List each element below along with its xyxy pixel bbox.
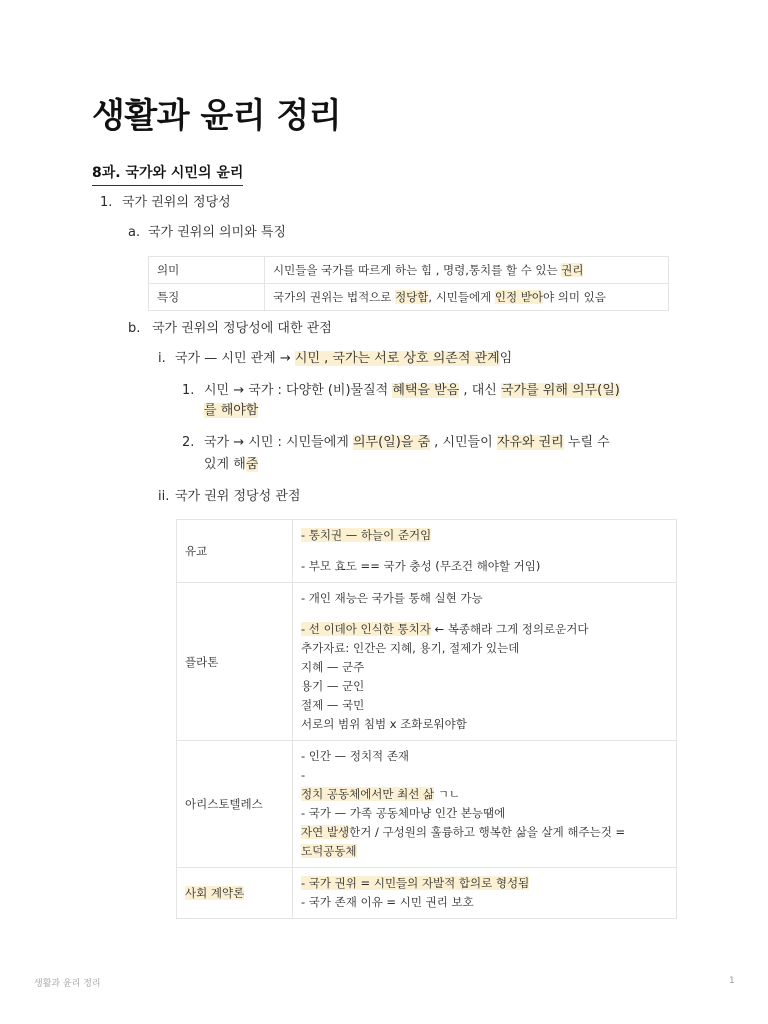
- outline-item-1: [100, 194, 231, 212]
- highlight: 자유와 권리: [496, 435, 564, 450]
- outline-item-1a: [128, 224, 286, 242]
- table-cell-desc: - 국가 권위 = 시민들의 자발적 합의로 형성됨 - 국가 존재 이유 = 시민 권리 보호: [293, 868, 677, 919]
- table-cell-label: 아리스토텔레스: [177, 741, 293, 868]
- list-marker: ii.: [158, 489, 170, 504]
- list-item-text: 국가 권위의 의미와 특징: [148, 225, 286, 240]
- highlight: 시민 , 국가는 서로 상호 의존적 관계: [294, 351, 500, 366]
- table-cell-desc: 국가의 권위는 법적으로 정당함, 시민들에게 인정 받아야 의미 있음: [265, 284, 669, 311]
- table-cell-label: 유교: [177, 520, 293, 583]
- highlight: 정당함: [395, 290, 429, 304]
- outline-item-1bi2-cont: 있게 해줌: [204, 457, 259, 472]
- table-cell-label: 플라톤: [177, 583, 293, 741]
- list-item-text: 국가 권위의 정당성: [122, 195, 231, 210]
- list-marker: 1.: [100, 195, 113, 210]
- highlight: 의무(일)을 줌: [352, 435, 431, 450]
- outline-item-1bi2: 2. 국가 → 시민 : 시민들에게 의무(일)을 줌 , 시민들이 자유와 권리 누릴 수: [182, 435, 610, 450]
- highlight: 정치 공동체에서만 최선 삶: [301, 787, 435, 801]
- list-item-text: 국가 권위 정당성 관점: [175, 489, 301, 504]
- list-marker: b.: [128, 321, 141, 336]
- table-cell-desc: - 인간 — 정치적 존재 - 정치 공동체에서만 최선 삶 ㄱㄴ - 국가 — 가족 공동체마냥 인간 본능땜에 자연 발생한거 / 구성원의 훌륭하고 행복한 삶을 살게 해주는것 = 도덕공동체: [293, 741, 677, 868]
- authority-views-table: [176, 519, 677, 919]
- list-marker: 2.: [182, 435, 195, 450]
- highlight: 인정 받아: [494, 290, 543, 304]
- list-marker: 1.: [182, 383, 195, 398]
- list-marker: a.: [128, 225, 141, 240]
- table-row: [177, 583, 677, 741]
- table-row: [149, 257, 669, 284]
- page-title: 생활과 윤리 정리: [92, 96, 342, 136]
- outline-item-1bi: i. 국가 — 시민 관계 → 시민 , 국가는 서로 상호 의존적 관계임: [158, 351, 513, 366]
- table-cell-label: 특징: [149, 284, 265, 311]
- table-cell-desc: - 개인 재능은 국가를 통해 실현 가능 - 선 이데아 인식한 통치자 ← 복종해라 그게 정의로운거다 추가자료: 인간은 지혜, 용기, 절제가 있는데 지혜 — 군주 용기 — 군인 절제 — 국민 서로의 범위 침범 x 조화로워야함: [293, 583, 677, 741]
- outline-item-1b: [128, 320, 332, 338]
- table-cell-desc: 시민들을 국가를 따르게 하는 힘 , 명령,통치를 할 수 있는 권리: [265, 257, 669, 284]
- outline-item-1bi1-cont: [204, 402, 258, 420]
- table-row: [177, 741, 677, 868]
- list-marker: i.: [158, 351, 166, 366]
- highlight: 국가를 위해 의무(일): [500, 383, 620, 398]
- table-cell-label: 의미: [149, 257, 265, 284]
- highlight: 사회 계약론: [185, 886, 245, 900]
- highlight: 혜택을 받음: [392, 383, 460, 398]
- footer-title: 생활과 윤리 정리: [34, 979, 101, 989]
- table-row: [177, 868, 677, 919]
- highlight: 자연 발생: [301, 825, 350, 839]
- highlight: 권리: [561, 263, 584, 277]
- table-row: [149, 284, 669, 311]
- meaning-feature-table: [148, 256, 669, 311]
- outline-item-1bii: [158, 488, 300, 506]
- list-item-text: 국가 권위의 정당성에 대한 관점: [152, 321, 332, 336]
- table-cell-desc: - 통치권 — 하늘이 준거임 - 부모 효도 == 국가 충성 (무조건 해야할 거임): [293, 520, 677, 583]
- section-heading: 8과. 국가와 시민의 윤리: [92, 162, 243, 186]
- highlight: 줌: [245, 457, 259, 472]
- highlight: 를 해야함: [204, 403, 259, 418]
- highlight: 도덕공동체: [301, 844, 357, 858]
- outline-item-1bi1: 1. 시민 → 국가 : 다양한 (비)물질적 혜택을 받음 , 대신 국가를 위해 의무(일): [182, 383, 620, 398]
- page-number: 1: [729, 976, 735, 986]
- table-cell-label: [177, 868, 293, 919]
- highlight: - 통치권 — 하늘이 준거임: [301, 528, 432, 542]
- table-row: [177, 520, 677, 583]
- highlight: - 선 이데아 인식한 통치자: [301, 622, 431, 636]
- highlight: 자발적 합의로 형성됨: [421, 876, 530, 890]
